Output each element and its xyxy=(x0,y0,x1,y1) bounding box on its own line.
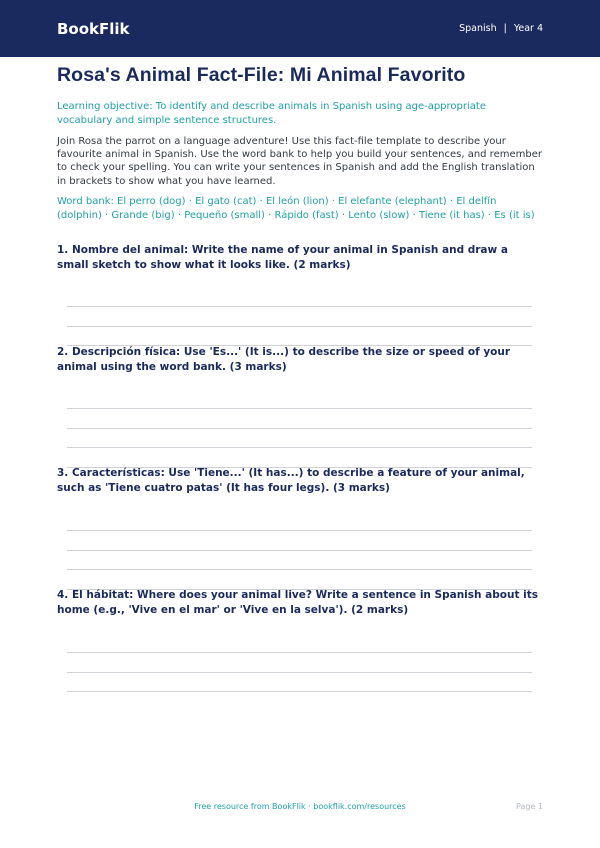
brand-logo-text: BookFlik xyxy=(57,19,130,38)
question-1: 1. Nombre del animal: Write the name of your animal in Spanish and draw a small sketch to show what it looks like. (2 marks) xyxy=(57,244,508,271)
page-number: Page 1 xyxy=(516,802,543,811)
answer-line[interactable] xyxy=(67,408,532,409)
answer-line[interactable] xyxy=(67,530,532,531)
answer-line[interactable] xyxy=(67,550,532,551)
answer-line[interactable] xyxy=(67,691,532,692)
answer-line[interactable] xyxy=(67,306,532,307)
answer-line[interactable] xyxy=(67,428,532,429)
answer-line[interactable] xyxy=(67,569,532,570)
learning-objective: Learning objective: To identify and describe animals in Spanish using age-appropriate vocabulary and simple sentence structures. xyxy=(57,101,486,126)
year-label: Year 4 xyxy=(513,23,543,34)
page-header xyxy=(0,0,600,57)
question-2: 2. Descripción física: Use 'Es...' (It is...) to describe the size or speed of your animal using the word bank. (3 marks) xyxy=(57,346,511,373)
answer-line[interactable] xyxy=(67,447,532,448)
intro-paragraph: Join Rosa the parrot on a language adventure! Use this fact-file template to describe your favourite animal in Spanish. Use the word bank to help you build your sentences, and remember to check your spelling. You can write your sentences in Spanish and add the English translation in brackets to show what you have learned. xyxy=(57,136,542,187)
question-3: 3. Características: Use 'Tiene...' (It has...) to describe a feature of your animal, such as 'Tiene cuatro patas' (It has four legs). (3 marks) xyxy=(57,467,525,494)
footer-credit[interactable]: Free resource from BookFlik · bookflik.com/resources xyxy=(194,802,406,811)
question-4: 4. El hábitat: Where does your animal live? Write a sentence in Spanish about its home (e.g., 'Vive en el mar' or 'Vive en la selva'). (2 marks) xyxy=(57,589,538,616)
subject-label: Spanish xyxy=(459,23,497,34)
word-bank: Word bank: El perro (dog) · El gato (cat) · El león (lion) · El elefante (elephant) · El delfín (dolphin) · Grande (big) · Pequeño (small) · Rápido (fast) · Lento (slow) · Tiene (it has) · Es (it is) xyxy=(57,195,535,221)
header-separator: | xyxy=(503,23,507,34)
answer-line[interactable] xyxy=(67,326,532,327)
answer-line[interactable] xyxy=(67,652,532,653)
answer-line[interactable] xyxy=(67,672,532,673)
worksheet-intro xyxy=(57,64,543,223)
header-meta xyxy=(459,23,543,34)
worksheet-title: Rosa's Animal Fact-File: Mi Animal Favorito xyxy=(57,64,466,86)
